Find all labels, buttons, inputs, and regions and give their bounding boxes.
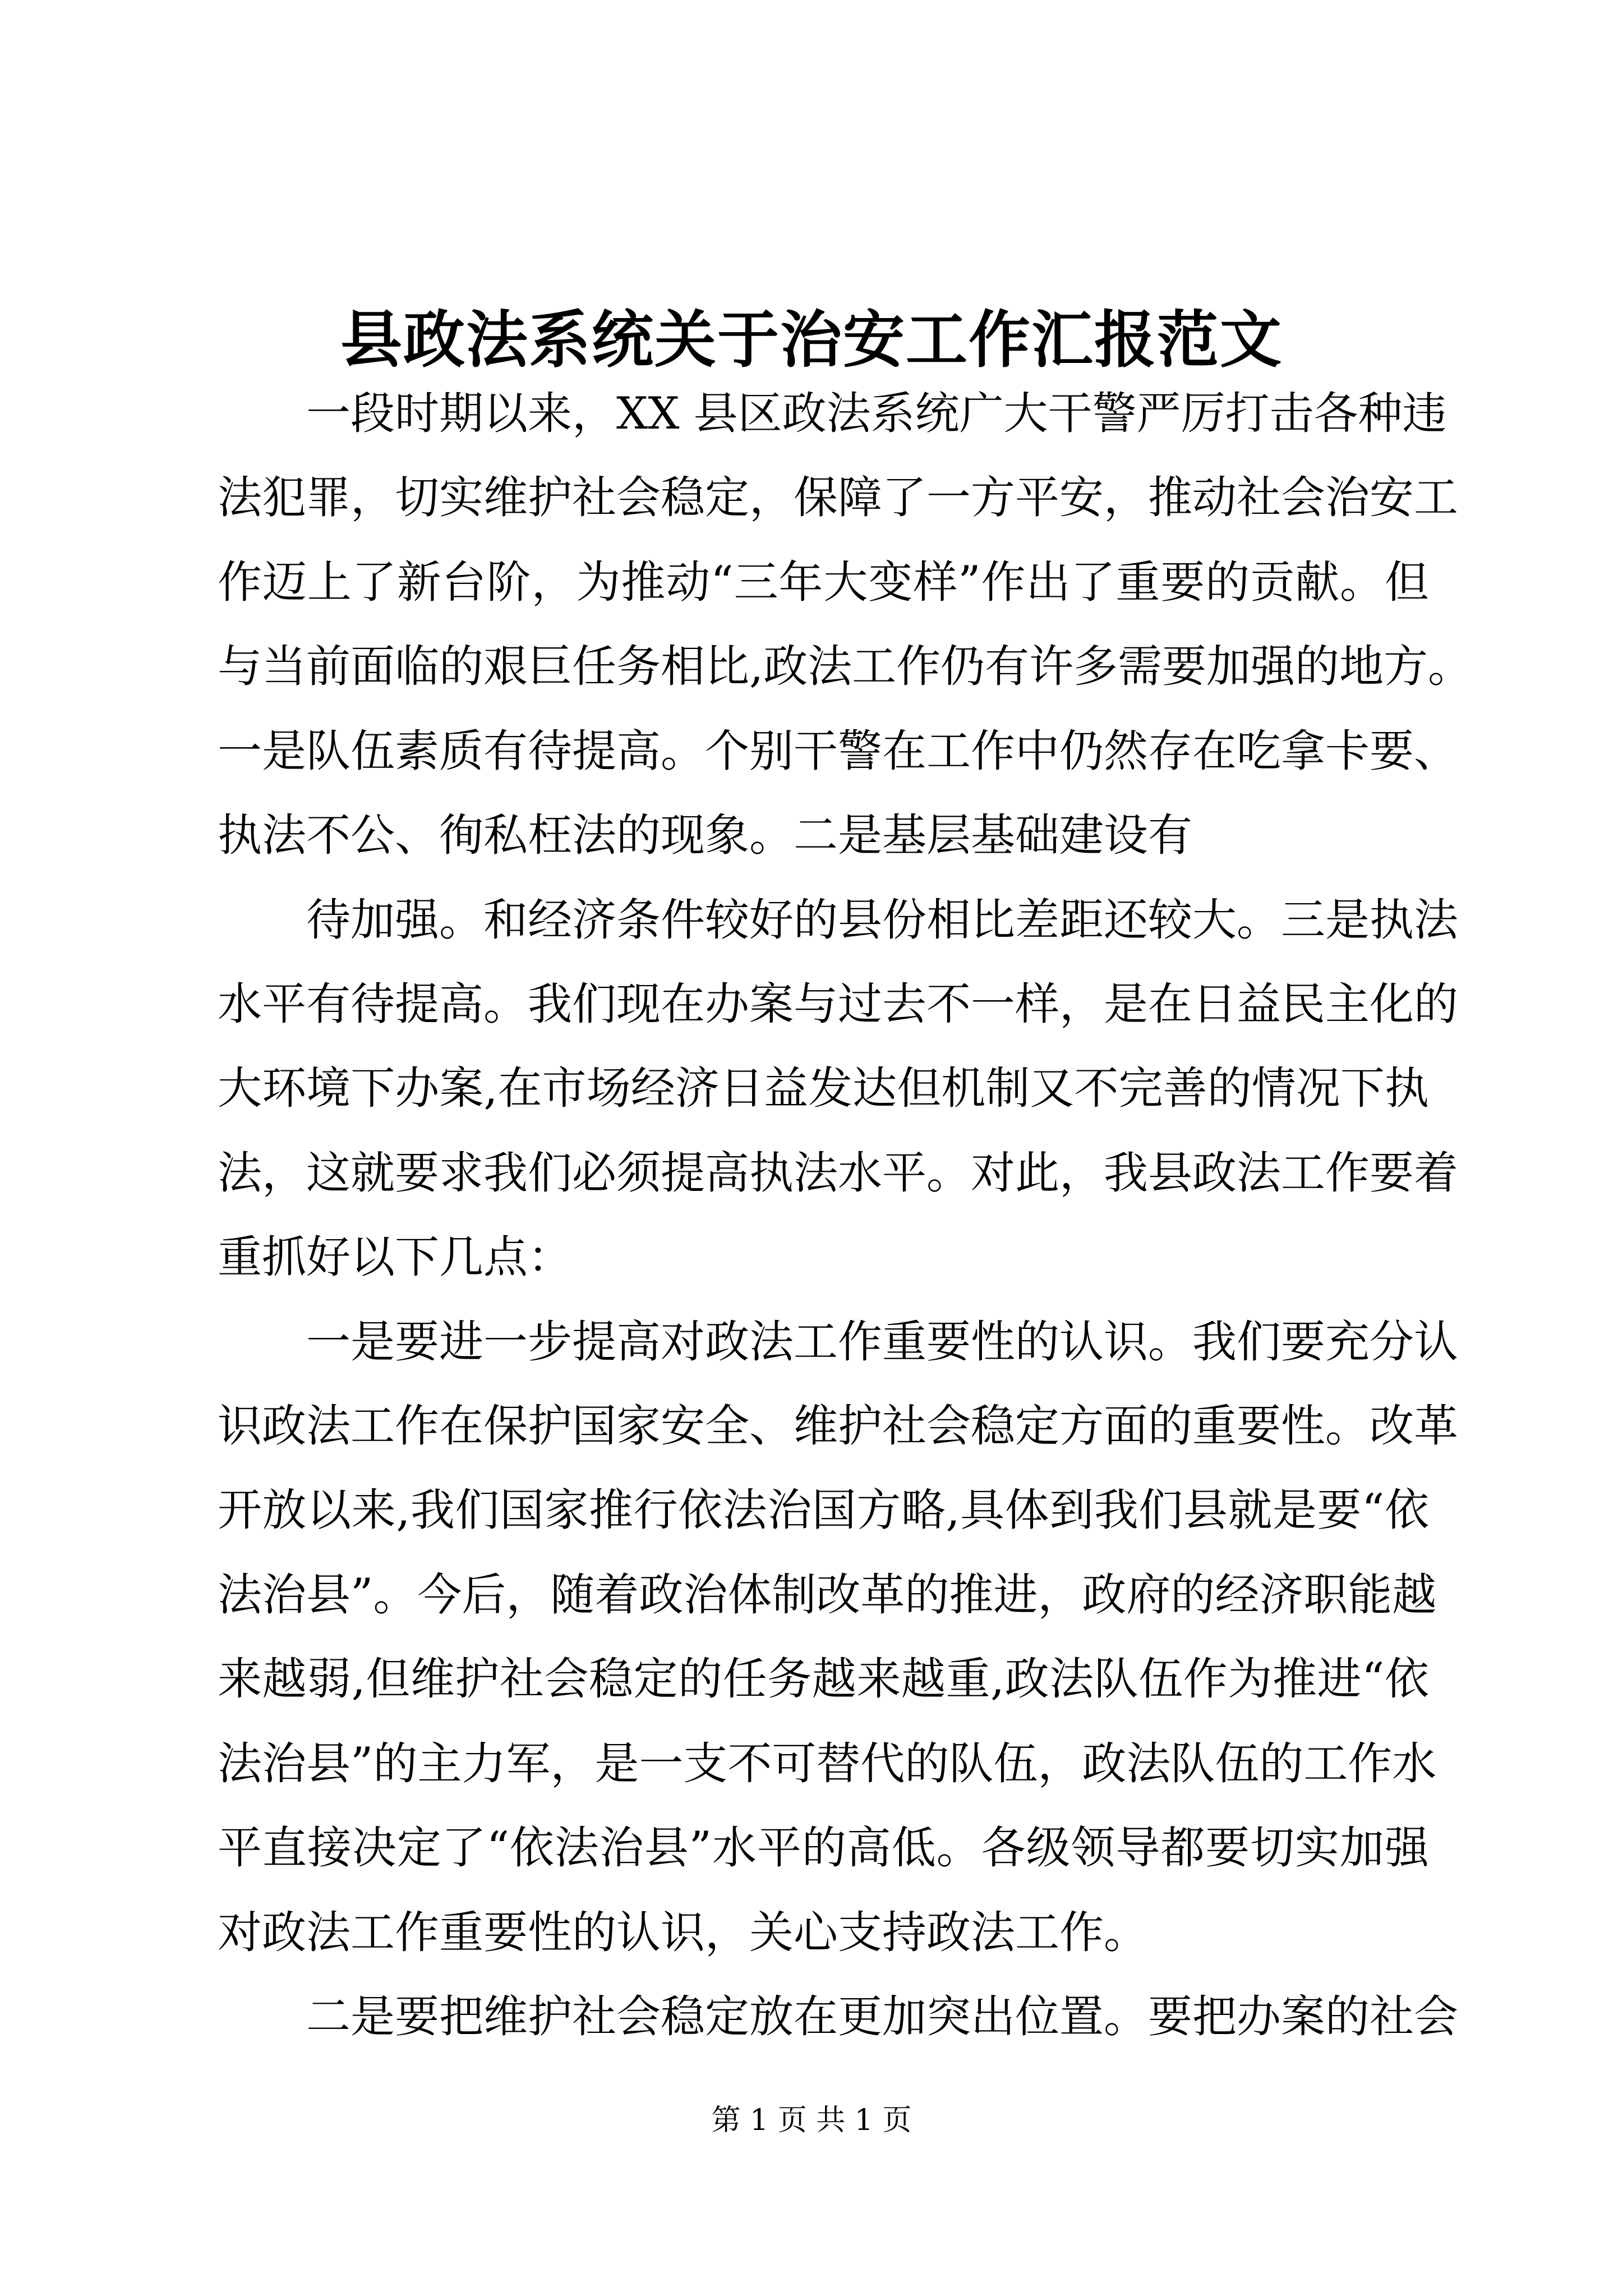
text-line: 开放以来,我们国家推行依法治国方略,具体到我们县就是要“依 xyxy=(218,1484,1429,1536)
text-line: 法，这就要求我们必须提高执法水平。对此，我县政法工作要着 xyxy=(218,1147,1458,1199)
text-line: 一是队伍素质有待提高。个别干警在工作中仍然存在吃拿卡要、 xyxy=(218,725,1458,777)
text-line: 法治县”。今后，随着政治体制改革的推进，政府的经济职能越 xyxy=(218,1568,1437,1621)
text-line: 二是要把维护社会稳定放在更加突出位置。要把办案的社会 xyxy=(306,1991,1458,2042)
text-line: 执法不公、徇私枉法的现象。二是基层基础建设有 xyxy=(218,809,1192,862)
text-line: 识政法工作在保护国家安全、维护社会稳定方面的重要性。改革 xyxy=(218,1400,1458,1452)
text-line: 大环境下办案,在市场经济日益发达但机制又不完善的情况下执 xyxy=(218,1062,1429,1115)
document-title: 县政法系统关于治安工作汇报范文 xyxy=(340,303,1283,376)
text-line: 法犯罪，切实维护社会稳定，保障了一方平安，推动社会治安工 xyxy=(218,472,1458,524)
text-line: 与当前面临的艰巨任务相比,政法工作仍有许多需要加强的地方。 xyxy=(218,641,1473,693)
text-line: 平直接决定了“依法治县”水平的高低。各级领导都要切实加强 xyxy=(218,1822,1429,1874)
text-line: 水平有待提高。我们现在办案与过去不一样，是在日益民主化的 xyxy=(218,978,1458,1030)
text-line: 来越弱,但维护社会稳定的任务越来越重,政法队伍作为推进“依 xyxy=(218,1653,1429,1705)
text-line: 重抓好以下几点： xyxy=(218,1231,572,1283)
page-footer: 第 1 页 共 1 页 xyxy=(711,2104,912,2137)
text-line: 法治县”的主力军，是一支不可替代的队伍，政法队伍的工作水 xyxy=(218,1737,1437,1789)
text-line: 待加强。和经济条件较好的县份相比差距还较大。三是执法 xyxy=(306,894,1458,946)
text-line: 一段时期以来，XX 县区政法系统广大干警严厉打击各种违 xyxy=(306,388,1447,439)
text-line: 一是要进一步提高对政法工作重要性的认识。我们要充分认 xyxy=(306,1315,1458,1368)
text-line: 对政法工作重要性的认识，关心支持政法工作。 xyxy=(218,1906,1148,1958)
text-line: 作迈上了新台阶，为推动“三年大变样”作出了重要的贡献。但 xyxy=(218,556,1429,608)
